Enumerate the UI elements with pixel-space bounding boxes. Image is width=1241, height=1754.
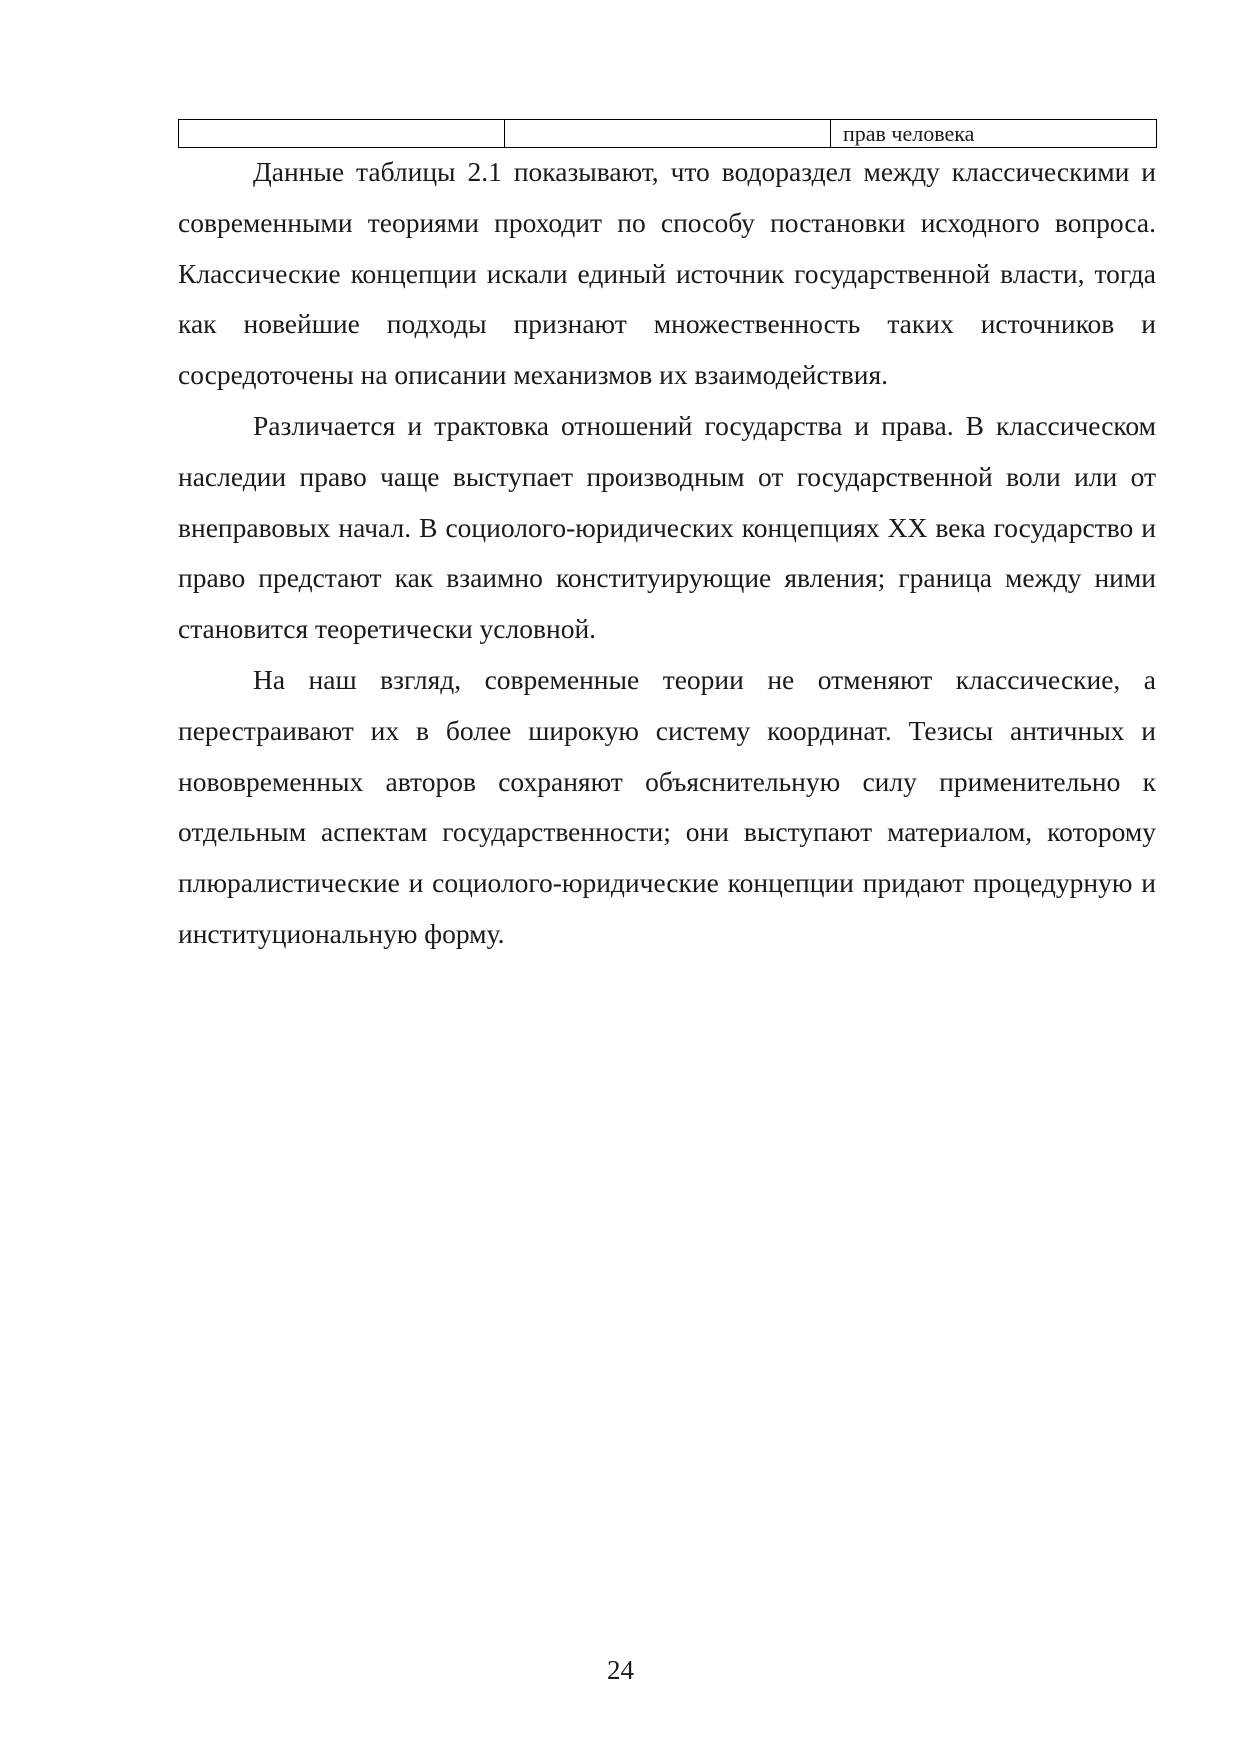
table-continuation bbox=[178, 119, 1157, 148]
body-text bbox=[178, 147, 1156, 960]
table-cell-2 bbox=[505, 120, 831, 148]
table-cell-3: прав человека bbox=[831, 120, 1157, 148]
paragraph-2: Различается и трактовка отношений государства и права. В классическом наследии право чаще выступает производным от государственной воли или от внеправовых начал. В социолого-юридических концепциях XX века государство и право предстают как взаимно конституирующие явления; граница между ними становится теоретически условной. bbox=[178, 409, 1156, 645]
table-cell-1 bbox=[179, 120, 505, 148]
page-number: 24 bbox=[607, 1655, 634, 1685]
paragraph-3: На наш взгляд, современные теории не отменяют классические, а перестраивают их в более широкую систему координат. Тезисы античных и нововременных авторов сохраняют объяснительную силу применительно к отдельным аспектам государственности; они выступают материалом, которому плюралистические и социолого-юридические концепции придают процедурную и институциональную форму. bbox=[178, 663, 1156, 949]
paragraph-1: Данные таблицы 2.1 показывают, что водораздел между классическими и современными теориями проходит по способу постановки исходного вопроса. Классические концепции искали единый источник государственной власти, тогда как новейшие подходы признают множественность таких источников и сосредоточены на описании механизмов их взаимодействия. bbox=[178, 156, 1156, 391]
table-row bbox=[179, 120, 1157, 148]
